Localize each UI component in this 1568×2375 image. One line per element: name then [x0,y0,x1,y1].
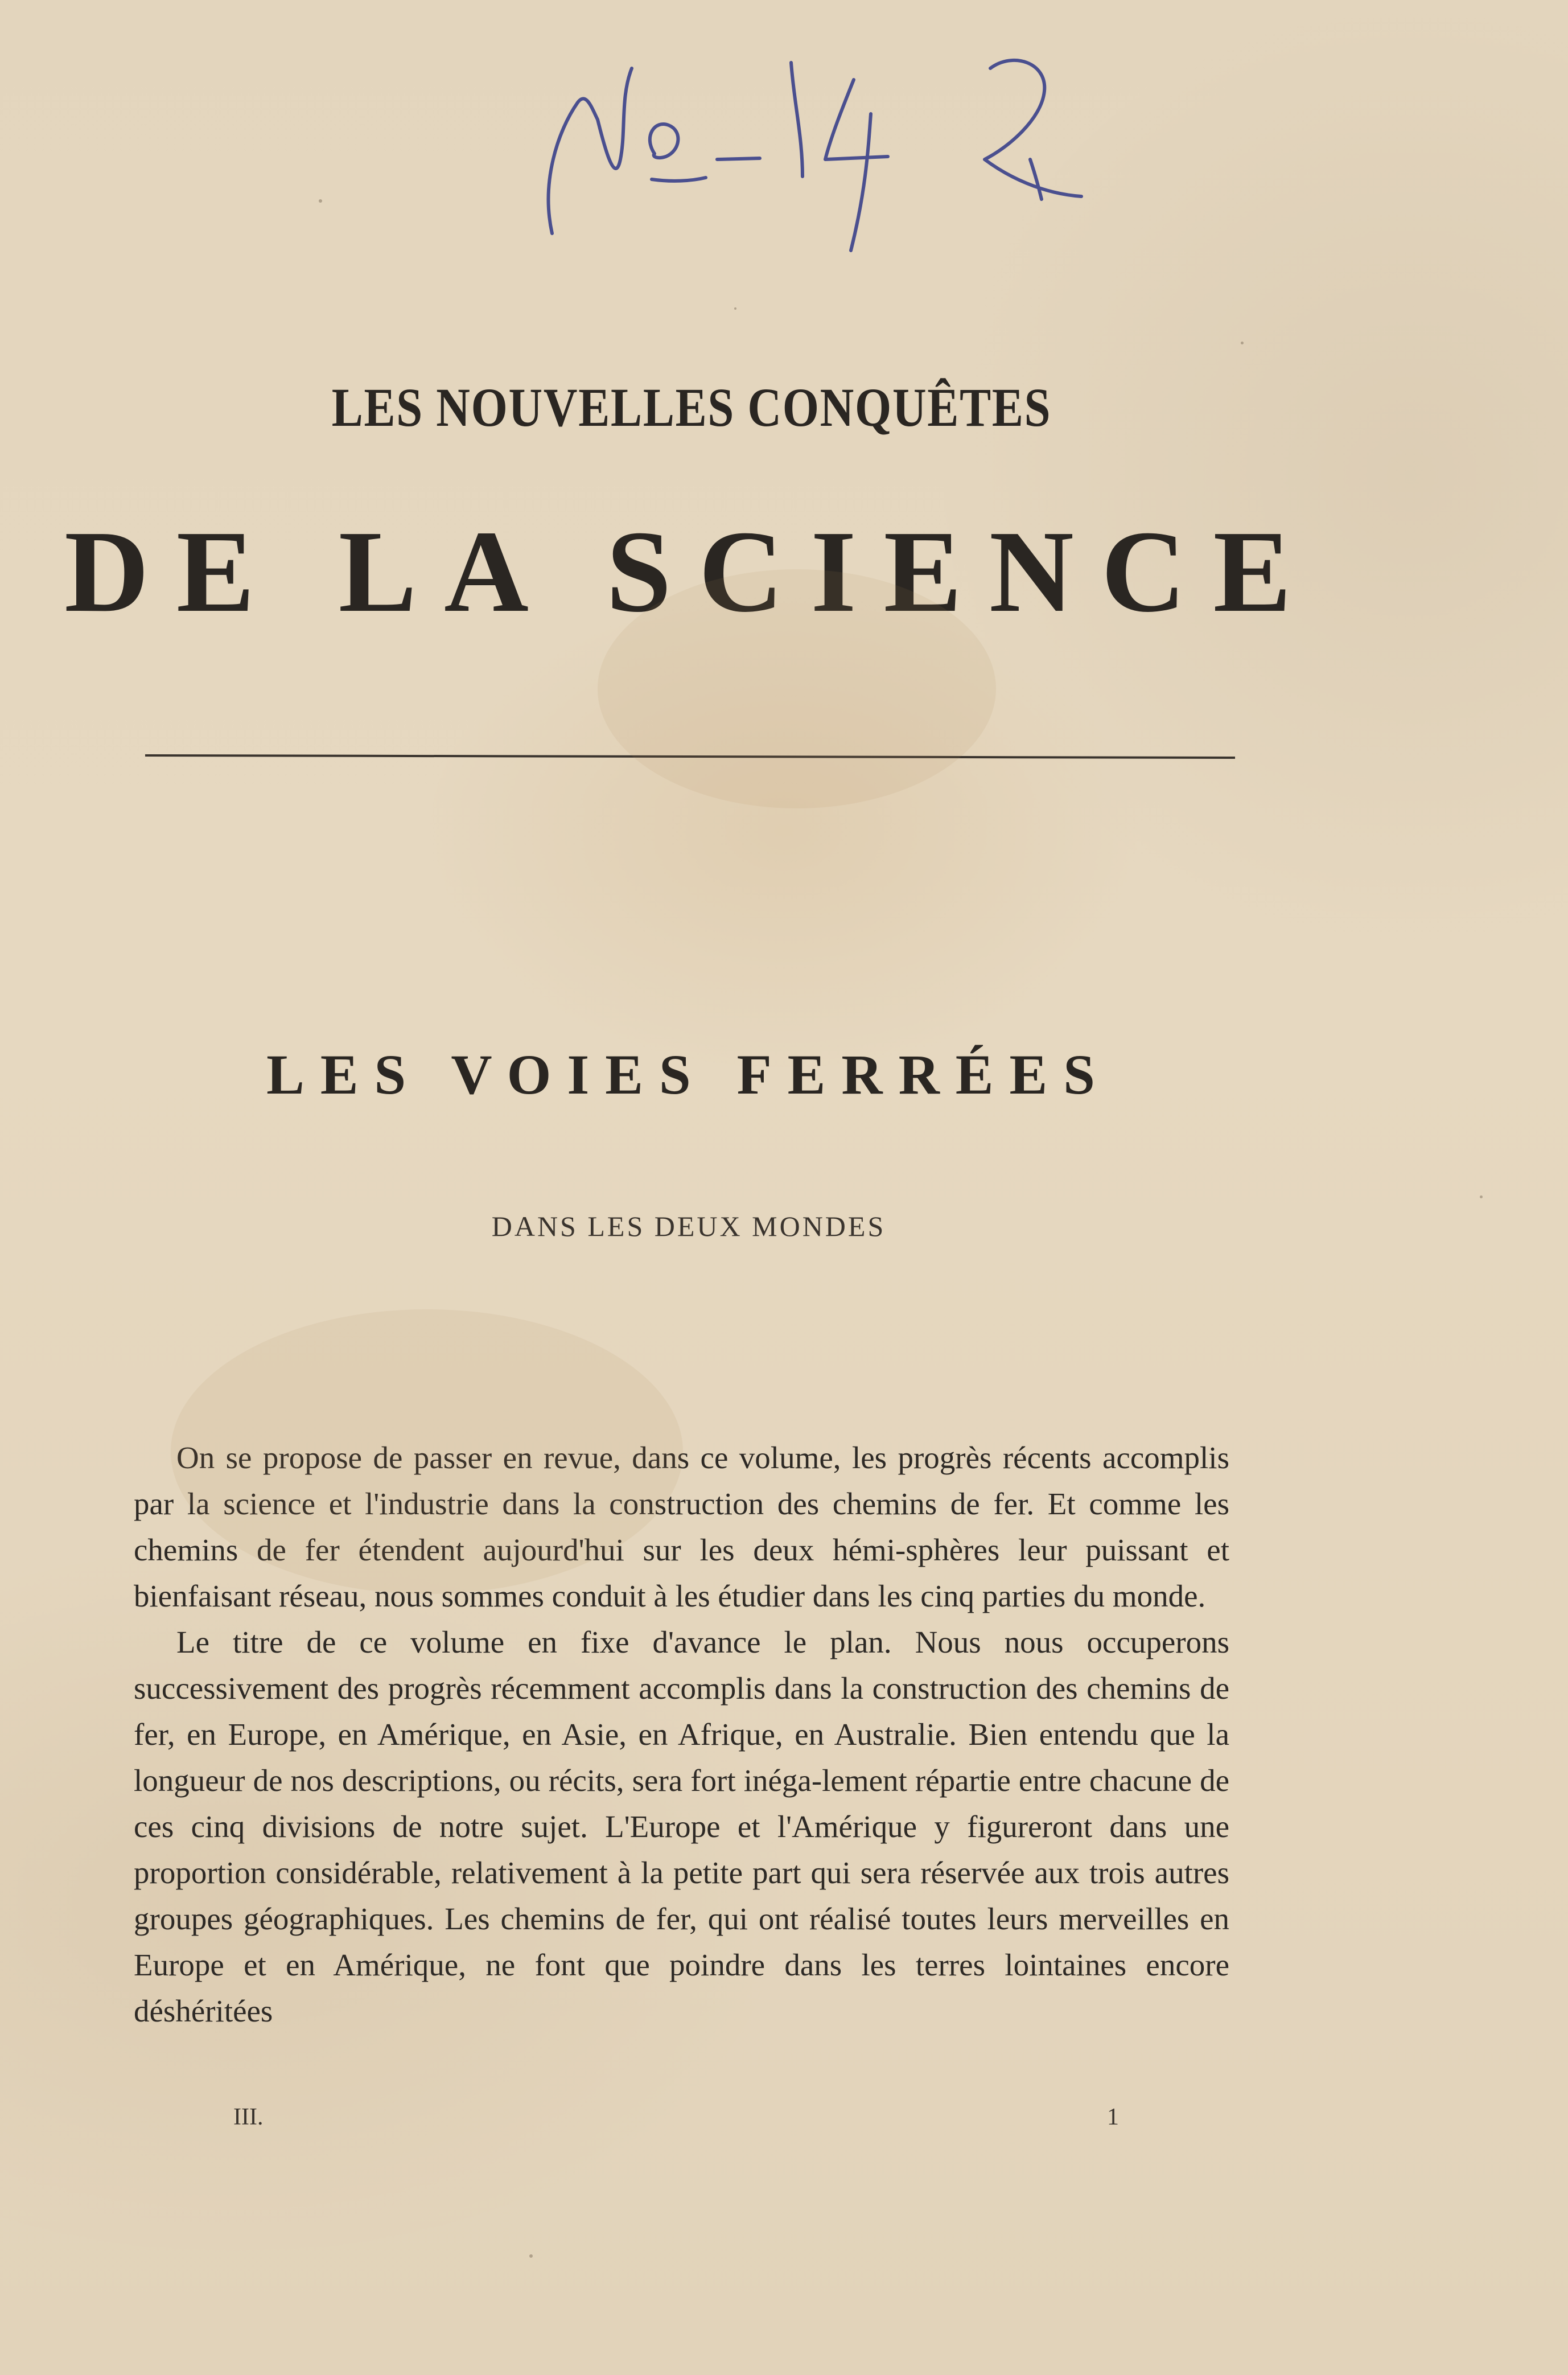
series-title-large: DE LA SCIENCE [64,506,1319,636]
paragraph-2: Le titre de ce volume en fixe d'avance le plan. Nous nous occuperons successivement des progrès récemment accomplis dans la construction des chemins de fer, en Europe, en Amérique, en Asie, en Afrique, en Australie. Bien entendu que la longueur de nos descriptions, ou récits, sera fort inéga-lement répartie entre chacune de ces cinq divisions de notre sujet. L'Europe et l'Amérique y figureront dans une proportion considérable, relativement à la petite part qui sera réservée aux trois autres groupes géographiques. Les chemins de fer, qui ont réalisé toutes leurs merveilles en Europe et en Amérique, ne font que poindre dans les terres lointaines encore déshéritées [134,1625,1229,2028]
handwritten-number-annotation [535,46,1184,262]
paper-speck [734,307,736,310]
work-subtitle: DANS LES DEUX MONDES [491,1210,886,1242]
signature-mark: III. [233,2104,264,2130]
paper-stain [598,569,996,808]
paper-speck [529,2254,533,2258]
page-number: 1 [1107,2104,1119,2130]
paper-speck [319,199,322,203]
series-title: LES NOUVELLES CONQUÊTES [331,377,1052,438]
paragraph-1: On se propose de passer en revue, dans ce volume, les progrès récents accomplis par la science et l'industrie dans la construction des chemins de fer. Et comme les chemins de fer étendent aujourd'hui sur les deux hémi-sphères leur puissant et bienfaisant réseau, nous sommes conduit à les étudier dans les cinq parties du monde. [134,1440,1229,1613]
page-footer [0,2103,1568,2138]
paper-speck [1241,342,1244,344]
paper-stain [171,1309,683,1594]
work-title: LES VOIES FERRÉES [266,1043,1111,1106]
paper-speck [1480,1195,1483,1198]
